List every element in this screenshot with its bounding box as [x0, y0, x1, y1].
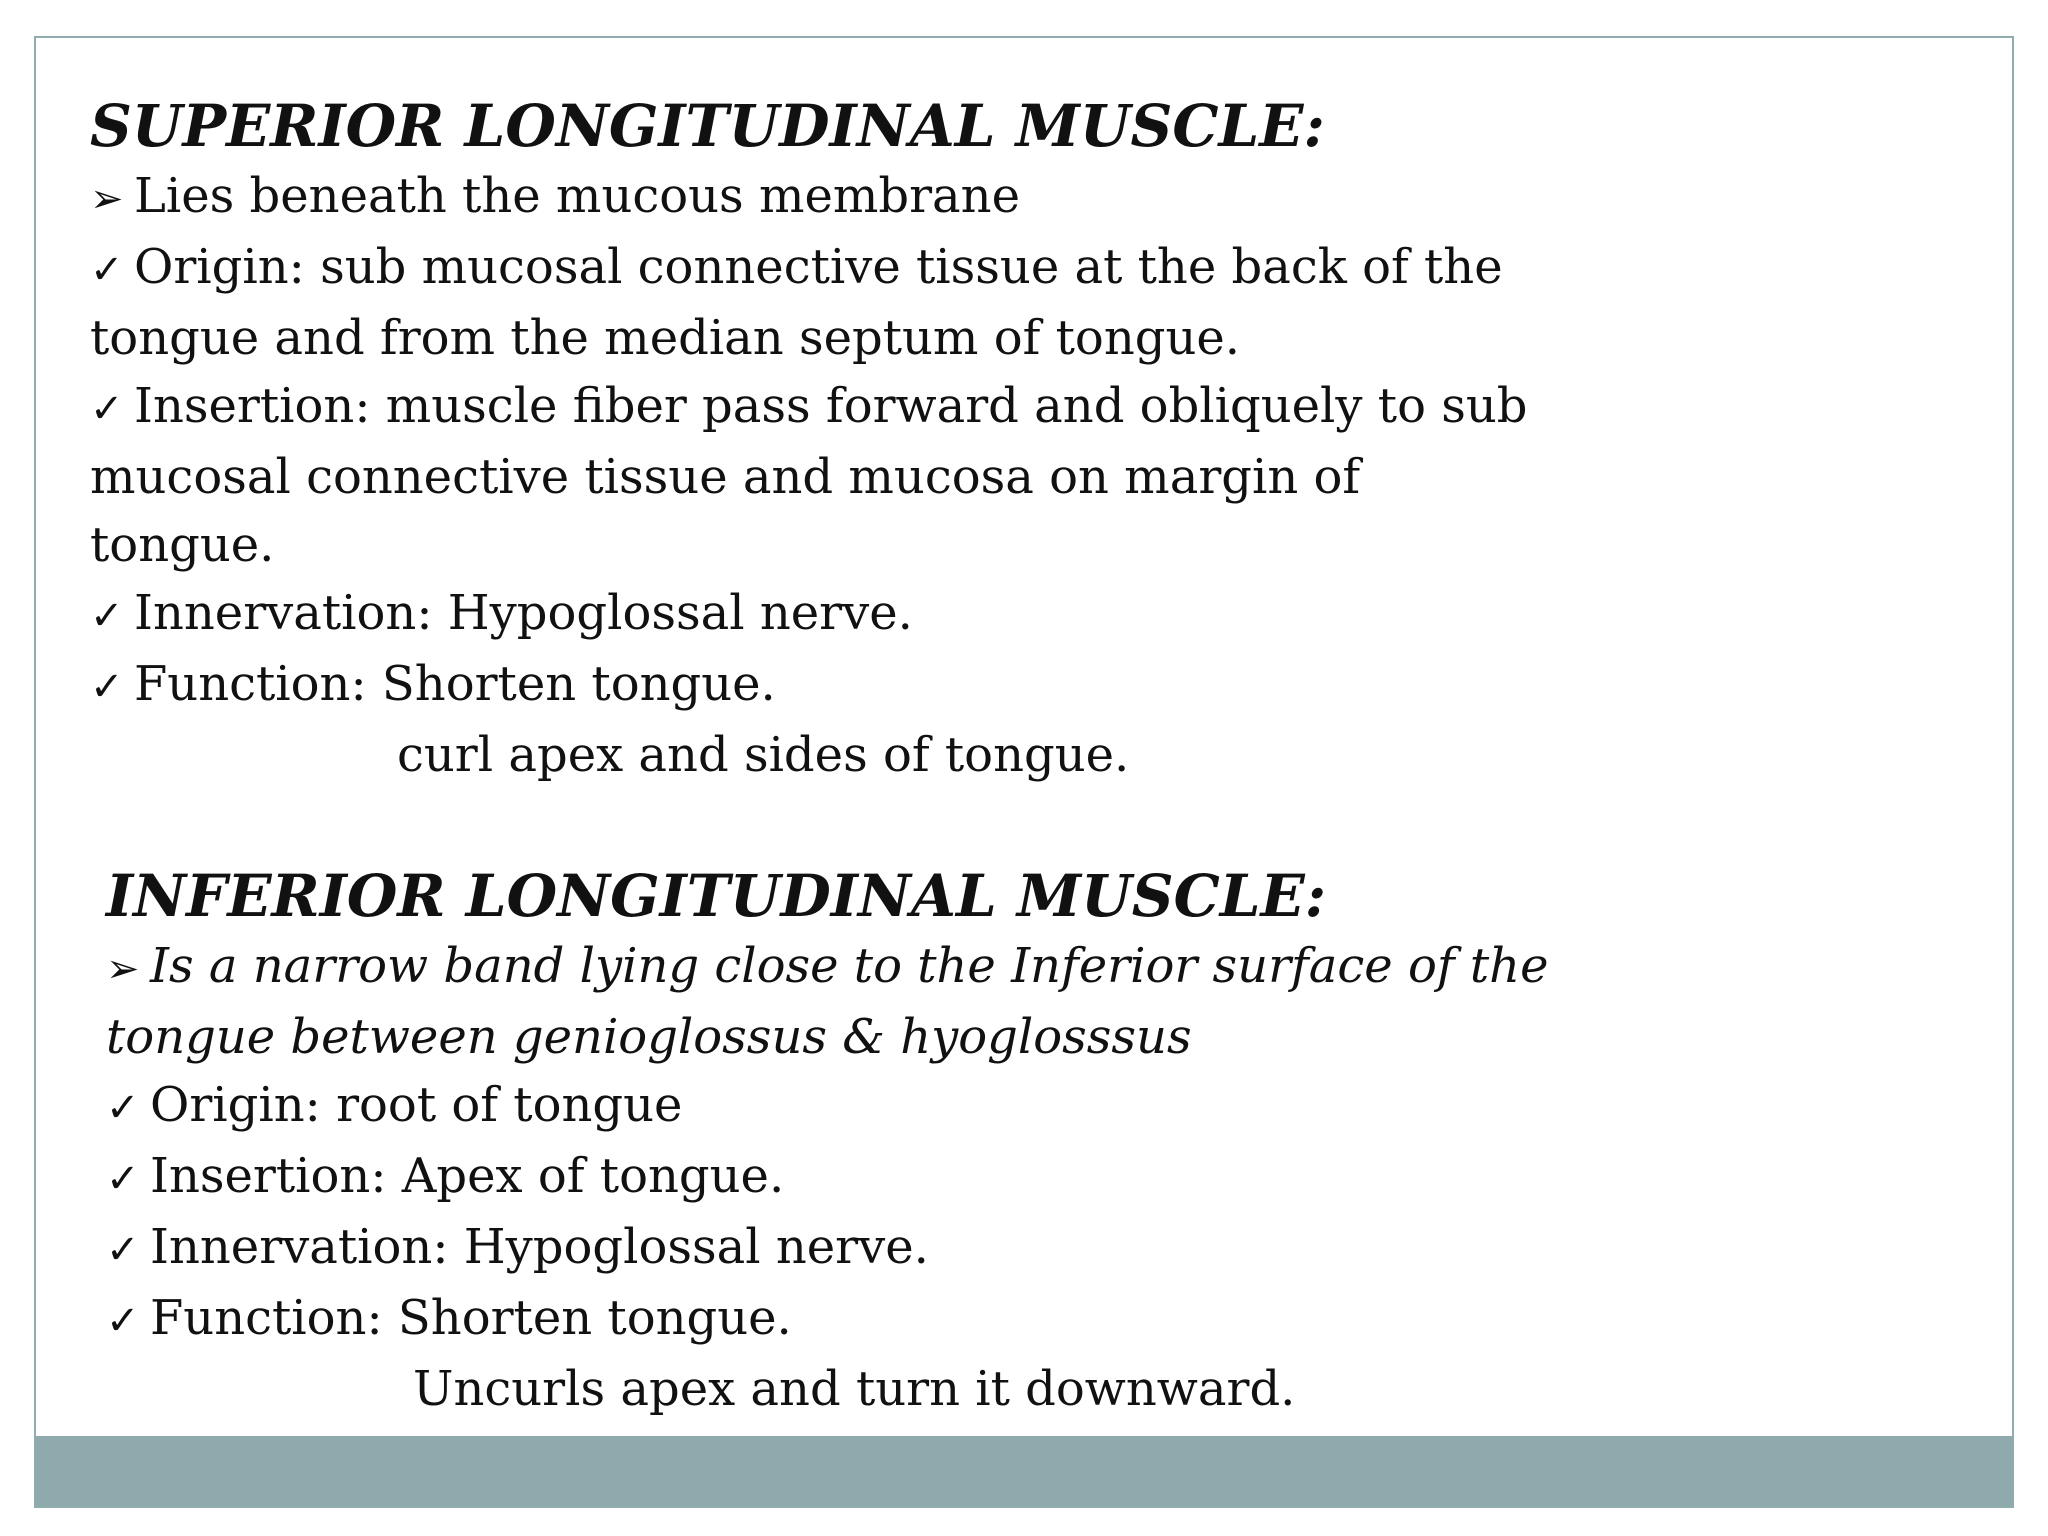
- inferior-location-item: [106, 932, 1826, 1003]
- superior-innervation-text: Innervation: Hypoglossal nerve.: [134, 585, 913, 641]
- inferior-location-continuation: tongue between genioglossus & hyoglosssus: [106, 1009, 1192, 1065]
- inferior-heading: INFERIOR LONGITUDINAL MUSCLE:: [106, 862, 1327, 930]
- superior-function-item: [90, 650, 1810, 721]
- inferior-innervation-text: Innervation: Hypoglossal nerve.: [150, 1219, 929, 1275]
- inferior-origin-item: [106, 1071, 1826, 1142]
- inferior-function-text: Function: Shorten tongue.: [150, 1290, 792, 1346]
- inferior-function-item: [106, 1284, 1826, 1355]
- superior-origin-item: [90, 233, 1810, 304]
- check-bullet-icon: ✓: [90, 664, 124, 710]
- check-bullet-icon: ✓: [90, 593, 124, 639]
- superior-location-text: Lies beneath the mucous membrane: [134, 168, 1020, 224]
- slide: [34, 36, 2014, 1508]
- footer-bar: [36, 1436, 2012, 1506]
- superior-function-continuation: curl apex and sides of tongue.: [397, 727, 1130, 783]
- superior-insertion-continuation: mucosal connective tissue and mucosa on margin of: [90, 449, 1361, 505]
- inferior-function-continuation: Uncurls apex and turn it downward.: [413, 1361, 1296, 1417]
- check-bullet-icon: ✓: [106, 1298, 140, 1344]
- superior-innervation-item: [90, 579, 1810, 650]
- arrow-bullet-icon: ➢: [106, 946, 140, 992]
- check-bullet-icon: ✓: [106, 1156, 140, 1202]
- check-bullet-icon: ✓: [90, 386, 124, 432]
- arrow-bullet-icon: ➢: [90, 176, 124, 222]
- superior-insertion-text: Insertion: muscle fiber pass forward and obliquely to sub: [134, 378, 1528, 434]
- inferior-insertion-item: [106, 1142, 1826, 1213]
- inferior-innervation-item: [106, 1213, 1826, 1284]
- inferior-origin-text: Origin: root of tongue: [150, 1077, 683, 1133]
- superior-insertion-item: [90, 372, 1810, 443]
- superior-origin-continuation: tongue and from the median septum of tongue.: [90, 310, 1241, 366]
- superior-heading: SUPERIOR LONGITUDINAL MUSCLE:: [90, 92, 1325, 160]
- superior-insertion-continuation-2: tongue.: [90, 517, 275, 573]
- check-bullet-icon: ✓: [90, 247, 124, 293]
- inferior-insertion-text: Insertion: Apex of tongue.: [150, 1148, 785, 1204]
- superior-location-item: [90, 162, 1810, 233]
- superior-function-text: Function: Shorten tongue.: [134, 656, 776, 712]
- check-bullet-icon: ✓: [106, 1085, 140, 1131]
- superior-section: [90, 90, 1810, 789]
- check-bullet-icon: ✓: [106, 1227, 140, 1273]
- inferior-location-text: Is a narrow band lying close to the Inferior surface of the: [150, 938, 1549, 994]
- superior-origin-text: Origin: sub mucosal connective tissue at the back of the: [134, 239, 1503, 295]
- inferior-section: [106, 860, 1826, 1423]
